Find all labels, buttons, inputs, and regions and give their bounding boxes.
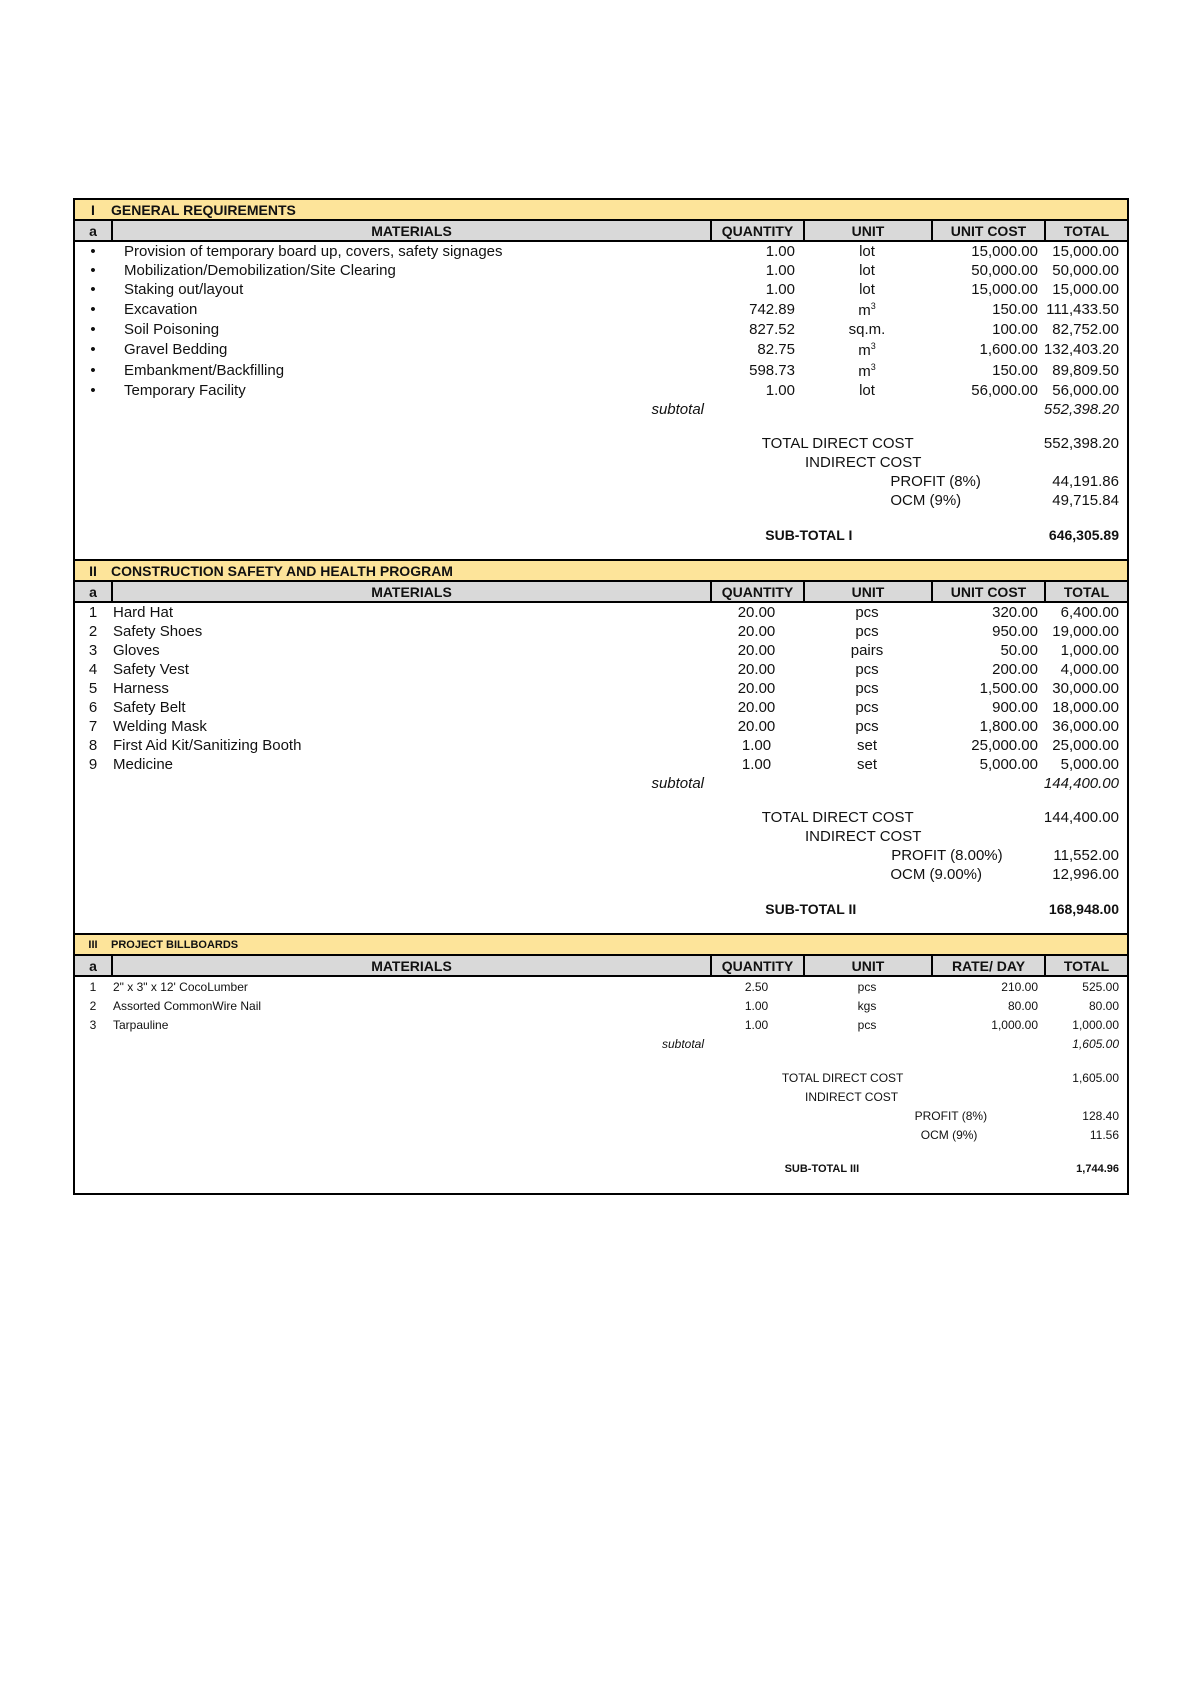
col-materials: MATERIALS	[111, 221, 710, 240]
item-total: 1,000.00	[1060, 642, 1119, 659]
profit-value: 128.40	[1082, 1108, 1119, 1123]
item-unit-cost: 56,000.00	[971, 382, 1038, 399]
section-subtotal-value: 1,744.96	[1076, 1162, 1119, 1175]
subtotal-label: subtotal	[651, 775, 704, 792]
table-row	[75, 641, 1127, 660]
subtotal-value: 552,398.20	[1043, 401, 1119, 418]
table-row	[75, 977, 1127, 996]
section-number: II	[89, 562, 97, 579]
item-unit	[803, 718, 931, 735]
item-marker: 9	[88, 756, 98, 773]
unit-text: pcs	[855, 680, 879, 697]
item-unit	[803, 699, 931, 716]
direct-cost-row	[75, 1068, 1127, 1087]
item-unit-cost: 15,000.00	[971, 243, 1038, 260]
item-quantity: 20.00	[737, 623, 776, 640]
profit-value: 44,191.86	[1052, 473, 1119, 490]
item-material: Temporary Facility	[124, 382, 246, 399]
table-row	[75, 339, 1127, 360]
item-quantity: 20.00	[737, 604, 776, 621]
direct-cost-value: 552,398.20	[1043, 435, 1119, 452]
item-total: 4,000.00	[1060, 661, 1119, 678]
section-title: PROJECT BILLBOARDS	[111, 938, 239, 951]
ocm-label: OCM (9%)	[920, 1127, 978, 1142]
unit-superscript: 3	[870, 361, 876, 372]
table-row	[75, 381, 1127, 400]
item-material: Safety Shoes	[113, 623, 203, 640]
item-total: 19,000.00	[1052, 623, 1119, 640]
unit-text: lot	[859, 243, 875, 260]
section-title: CONSTRUCTION SAFETY AND HEALTH PROGRAM	[111, 562, 453, 579]
item-total: 1,000.00	[1072, 1017, 1119, 1032]
item-material: Tarpauline	[113, 1017, 169, 1032]
item-unit-cost: 210.00	[1001, 979, 1038, 994]
direct-cost-label: TOTAL DIRECT COST	[761, 809, 914, 826]
item-marker: 7	[88, 718, 98, 735]
item-total: 36,000.00	[1052, 718, 1119, 735]
section-subtotal-row	[75, 1159, 1127, 1178]
unit-text: lot	[859, 382, 875, 399]
item-total: 56,000.00	[1052, 382, 1119, 399]
unit-text: pcs	[855, 623, 879, 640]
item-total: 111,433.50	[1046, 301, 1119, 318]
item-quantity: 1.00	[741, 756, 772, 773]
col-a: a	[89, 222, 97, 239]
table-row	[75, 736, 1127, 755]
item-quantity: 1.00	[765, 281, 795, 298]
section-header	[75, 200, 1127, 221]
item-total: 5,000.00	[1060, 756, 1119, 773]
direct-cost-value: 1,605.00	[1072, 1070, 1119, 1085]
indirect-cost-row	[75, 1087, 1127, 1106]
item-unit	[803, 737, 931, 754]
item-material: Harness	[113, 680, 169, 697]
item-unit	[803, 980, 931, 994]
subtotal-label: subtotal	[661, 1036, 704, 1051]
item-material: Excavation	[124, 301, 198, 318]
col-unit-cost: UNIT COST	[931, 582, 1044, 601]
profit-row	[75, 846, 1127, 865]
item-unit	[803, 382, 931, 399]
section-3	[75, 933, 1127, 1193]
item-unit-cost: 150.00	[992, 362, 1038, 379]
item-unit	[803, 756, 931, 773]
unit-text: m	[858, 301, 871, 319]
item-material: Gloves	[113, 642, 160, 659]
table-row	[75, 679, 1127, 698]
table-row	[75, 755, 1127, 774]
item-unit	[803, 281, 931, 298]
item-unit-cost: 320.00	[992, 604, 1038, 621]
table-row	[75, 622, 1127, 641]
item-material: Safety Vest	[113, 661, 189, 678]
table-row	[75, 1015, 1127, 1034]
item-quantity: 1.00	[765, 243, 795, 260]
item-total: 30,000.00	[1052, 680, 1119, 697]
col-unit-cost: RATE/ DAY	[931, 956, 1044, 975]
unit-text: kgs	[857, 998, 877, 1013]
section-1	[75, 200, 1127, 559]
item-unit-cost: 5,000.00	[979, 756, 1038, 773]
profit-label: PROFIT (8.00%)	[891, 847, 1003, 864]
ocm-label: OCM (9.00%)	[890, 866, 983, 883]
item-unit-cost: 150.00	[992, 301, 1038, 318]
item-marker: 4	[88, 661, 98, 678]
item-unit	[803, 1018, 931, 1032]
profit-label: PROFIT (8%)	[914, 1108, 988, 1123]
item-quantity: 598.73	[749, 362, 795, 379]
table-row	[75, 299, 1127, 320]
ocm-value: 49,715.84	[1052, 492, 1119, 509]
unit-text: pcs	[855, 604, 879, 621]
indirect-cost-row	[75, 827, 1127, 846]
table-row	[75, 242, 1127, 261]
column-headers	[75, 221, 1127, 242]
item-unit-cost: 15,000.00	[971, 281, 1038, 298]
indirect-cost-row	[75, 453, 1127, 472]
table-row	[75, 360, 1127, 381]
col-unit: UNIT	[803, 221, 931, 240]
item-unit-cost: 1,600.00	[979, 341, 1038, 358]
item-marker: •	[90, 243, 96, 260]
item-unit	[803, 362, 931, 380]
item-material: Staking out/layout	[124, 281, 244, 298]
unit-text: set	[856, 737, 877, 754]
item-material: Medicine	[113, 756, 174, 773]
profit-row	[75, 472, 1127, 491]
item-marker: 3	[89, 1017, 97, 1032]
unit-text: pcs	[857, 1017, 877, 1032]
item-unit	[803, 642, 931, 659]
item-total: 15,000.00	[1052, 281, 1119, 298]
profit-row	[75, 1106, 1127, 1125]
section-subtotal-label: SUB-TOTAL II	[765, 900, 857, 917]
item-marker: •	[90, 362, 96, 379]
subtotal-value: 1,605.00	[1072, 1036, 1119, 1051]
section-subtotal-row	[75, 899, 1127, 918]
item-quantity: 20.00	[737, 718, 776, 735]
section-subtotal-value: 168,948.00	[1048, 900, 1119, 917]
item-unit-cost: 1,500.00	[979, 680, 1038, 697]
table-row	[75, 660, 1127, 679]
item-quantity: 742.89	[749, 301, 795, 318]
ocm-row	[75, 1125, 1127, 1144]
col-quantity: QUANTITY	[710, 582, 803, 601]
direct-cost-label: TOTAL DIRECT COST	[761, 435, 914, 452]
unit-text: lot	[859, 281, 875, 298]
indirect-cost-label: INDIRECT COST	[805, 828, 922, 845]
item-unit	[803, 243, 931, 260]
section-number: I	[91, 201, 95, 218]
direct-cost-value: 144,400.00	[1043, 809, 1119, 826]
item-material: Assorted CommonWire Nail	[113, 998, 262, 1013]
table-row	[75, 280, 1127, 299]
col-total: TOTAL	[1044, 956, 1127, 975]
col-unit-cost: UNIT COST	[931, 221, 1044, 240]
unit-text: m	[858, 341, 871, 359]
item-marker: •	[90, 281, 96, 298]
unit-text: pcs	[855, 718, 879, 735]
item-unit-cost: 1,800.00	[979, 718, 1038, 735]
col-materials: MATERIALS	[111, 956, 710, 975]
item-unit-cost: 50.00	[1000, 642, 1038, 659]
col-unit: UNIT	[803, 956, 931, 975]
table-row	[75, 996, 1127, 1015]
col-unit: UNIT	[803, 582, 931, 601]
unit-text: sq.m.	[848, 321, 886, 338]
item-material: Soil Poisoning	[124, 321, 220, 338]
ocm-value: 11.56	[1089, 1127, 1119, 1142]
item-unit	[803, 321, 931, 338]
unit-text: pcs	[857, 979, 877, 994]
unit-text: pcs	[855, 661, 879, 678]
item-marker: •	[90, 321, 96, 338]
item-material: Embankment/Backfilling	[124, 362, 285, 379]
col-a: a	[89, 957, 97, 974]
item-material: Mobilization/Demobilization/Site Clearing	[124, 262, 396, 279]
item-material: First Aid Kit/Sanitizing Booth	[113, 737, 302, 754]
unit-text: set	[856, 756, 877, 773]
item-marker: 1	[88, 604, 98, 621]
direct-cost-row	[75, 808, 1127, 827]
item-quantity: 20.00	[737, 699, 776, 716]
item-unit-cost: 100.00	[992, 321, 1038, 338]
item-material: Gravel Bedding	[124, 341, 228, 358]
item-unit-cost: 25,000.00	[971, 737, 1038, 754]
indirect-cost-label: INDIRECT COST	[805, 1089, 899, 1104]
item-unit	[803, 262, 931, 279]
subtotal-row	[75, 1034, 1127, 1053]
unit-text: pcs	[855, 699, 879, 716]
item-total: 132,403.20	[1043, 341, 1119, 358]
col-quantity: QUANTITY	[710, 221, 803, 240]
item-marker: •	[90, 341, 96, 358]
item-unit-cost: 50,000.00	[971, 262, 1038, 279]
subtotal-row	[75, 774, 1127, 793]
table-row	[75, 603, 1127, 622]
item-material: 2" x 3" x 12' CocoLumber	[113, 979, 248, 994]
section-subtotal-row	[75, 525, 1127, 544]
item-unit	[803, 623, 931, 640]
unit-text: pairs	[850, 642, 884, 659]
unit-superscript: 3	[870, 300, 876, 311]
item-marker: •	[90, 382, 96, 399]
item-unit	[803, 661, 931, 678]
item-material: Provision of temporary board up, covers, safety signages	[124, 243, 503, 260]
table-row	[75, 320, 1127, 339]
item-marker: 5	[88, 680, 98, 697]
section-subtotal-label: SUB-TOTAL I	[765, 526, 853, 543]
section-2	[75, 559, 1127, 933]
col-total: TOTAL	[1044, 221, 1127, 240]
unit-text: m	[858, 362, 871, 380]
item-quantity: 2.50	[744, 979, 769, 994]
item-material: Welding Mask	[113, 718, 207, 735]
table-row	[75, 261, 1127, 280]
col-quantity: QUANTITY	[710, 956, 803, 975]
item-marker: 6	[88, 699, 98, 716]
item-quantity: 1.00	[741, 737, 772, 754]
item-total: 15,000.00	[1052, 243, 1119, 260]
item-unit-cost: 200.00	[992, 661, 1038, 678]
item-unit	[803, 680, 931, 697]
item-marker: 2	[88, 623, 98, 640]
subtotal-label: subtotal	[651, 401, 704, 418]
section-header	[75, 559, 1127, 582]
item-marker: •	[90, 301, 96, 318]
item-total: 25,000.00	[1052, 737, 1119, 754]
item-quantity: 20.00	[737, 642, 776, 659]
item-total: 525.00	[1082, 979, 1119, 994]
table-row	[75, 717, 1127, 736]
item-marker: 8	[88, 737, 98, 754]
ocm-row	[75, 865, 1127, 884]
col-a: a	[89, 583, 97, 600]
section-subtotal-label: SUB-TOTAL III	[784, 1162, 860, 1175]
item-unit-cost: 900.00	[992, 699, 1038, 716]
column-headers	[75, 582, 1127, 603]
section-header	[75, 933, 1127, 956]
ocm-label: OCM (9%)	[890, 492, 962, 509]
column-headers	[75, 956, 1127, 977]
item-marker: 2	[89, 998, 97, 1013]
item-total: 82,752.00	[1052, 321, 1119, 338]
unit-text: lot	[859, 262, 875, 279]
profit-label: PROFIT (8%)	[890, 473, 981, 490]
item-unit-cost: 1,000.00	[991, 1017, 1038, 1032]
item-quantity: 1.00	[765, 382, 795, 399]
item-total: 80.00	[1088, 998, 1119, 1013]
ocm-value: 12,996.00	[1052, 866, 1119, 883]
item-total: 6,400.00	[1060, 604, 1119, 621]
unit-superscript: 3	[870, 340, 876, 351]
subtotal-value: 144,400.00	[1043, 775, 1119, 792]
section-number: III	[88, 938, 98, 951]
ocm-row	[75, 491, 1127, 510]
table-row	[75, 698, 1127, 717]
section-subtotal-value: 646,305.89	[1048, 526, 1119, 543]
item-quantity: 1.00	[744, 1017, 769, 1032]
item-total: 18,000.00	[1052, 699, 1119, 716]
item-quantity: 20.00	[737, 661, 776, 678]
item-quantity: 82.75	[757, 341, 795, 358]
cost-estimate-sheet	[73, 198, 1129, 1195]
subtotal-row	[75, 400, 1127, 419]
item-quantity: 827.52	[749, 321, 795, 338]
item-unit	[803, 301, 931, 319]
col-total: TOTAL	[1044, 582, 1127, 601]
col-materials: MATERIALS	[111, 582, 710, 601]
direct-cost-label: TOTAL DIRECT COST	[781, 1070, 904, 1085]
section-title: GENERAL REQUIREMENTS	[111, 201, 296, 218]
item-unit	[803, 999, 931, 1013]
indirect-cost-label: INDIRECT COST	[805, 454, 922, 471]
item-quantity: 20.00	[737, 680, 776, 697]
item-marker: •	[90, 262, 96, 279]
item-total: 89,809.50	[1052, 362, 1119, 379]
profit-value: 11,552.00	[1053, 847, 1119, 864]
item-quantity: 1.00	[744, 998, 769, 1013]
item-marker: 1	[89, 979, 97, 994]
item-unit	[803, 604, 931, 621]
item-unit-cost: 950.00	[992, 623, 1038, 640]
item-material: Hard Hat	[113, 604, 174, 621]
item-total: 50,000.00	[1052, 262, 1119, 279]
item-unit-cost: 80.00	[1007, 998, 1038, 1013]
item-quantity: 1.00	[765, 262, 795, 279]
item-material: Safety Belt	[113, 699, 186, 716]
item-marker: 3	[88, 642, 98, 659]
direct-cost-row	[75, 434, 1127, 453]
item-unit	[803, 341, 931, 359]
